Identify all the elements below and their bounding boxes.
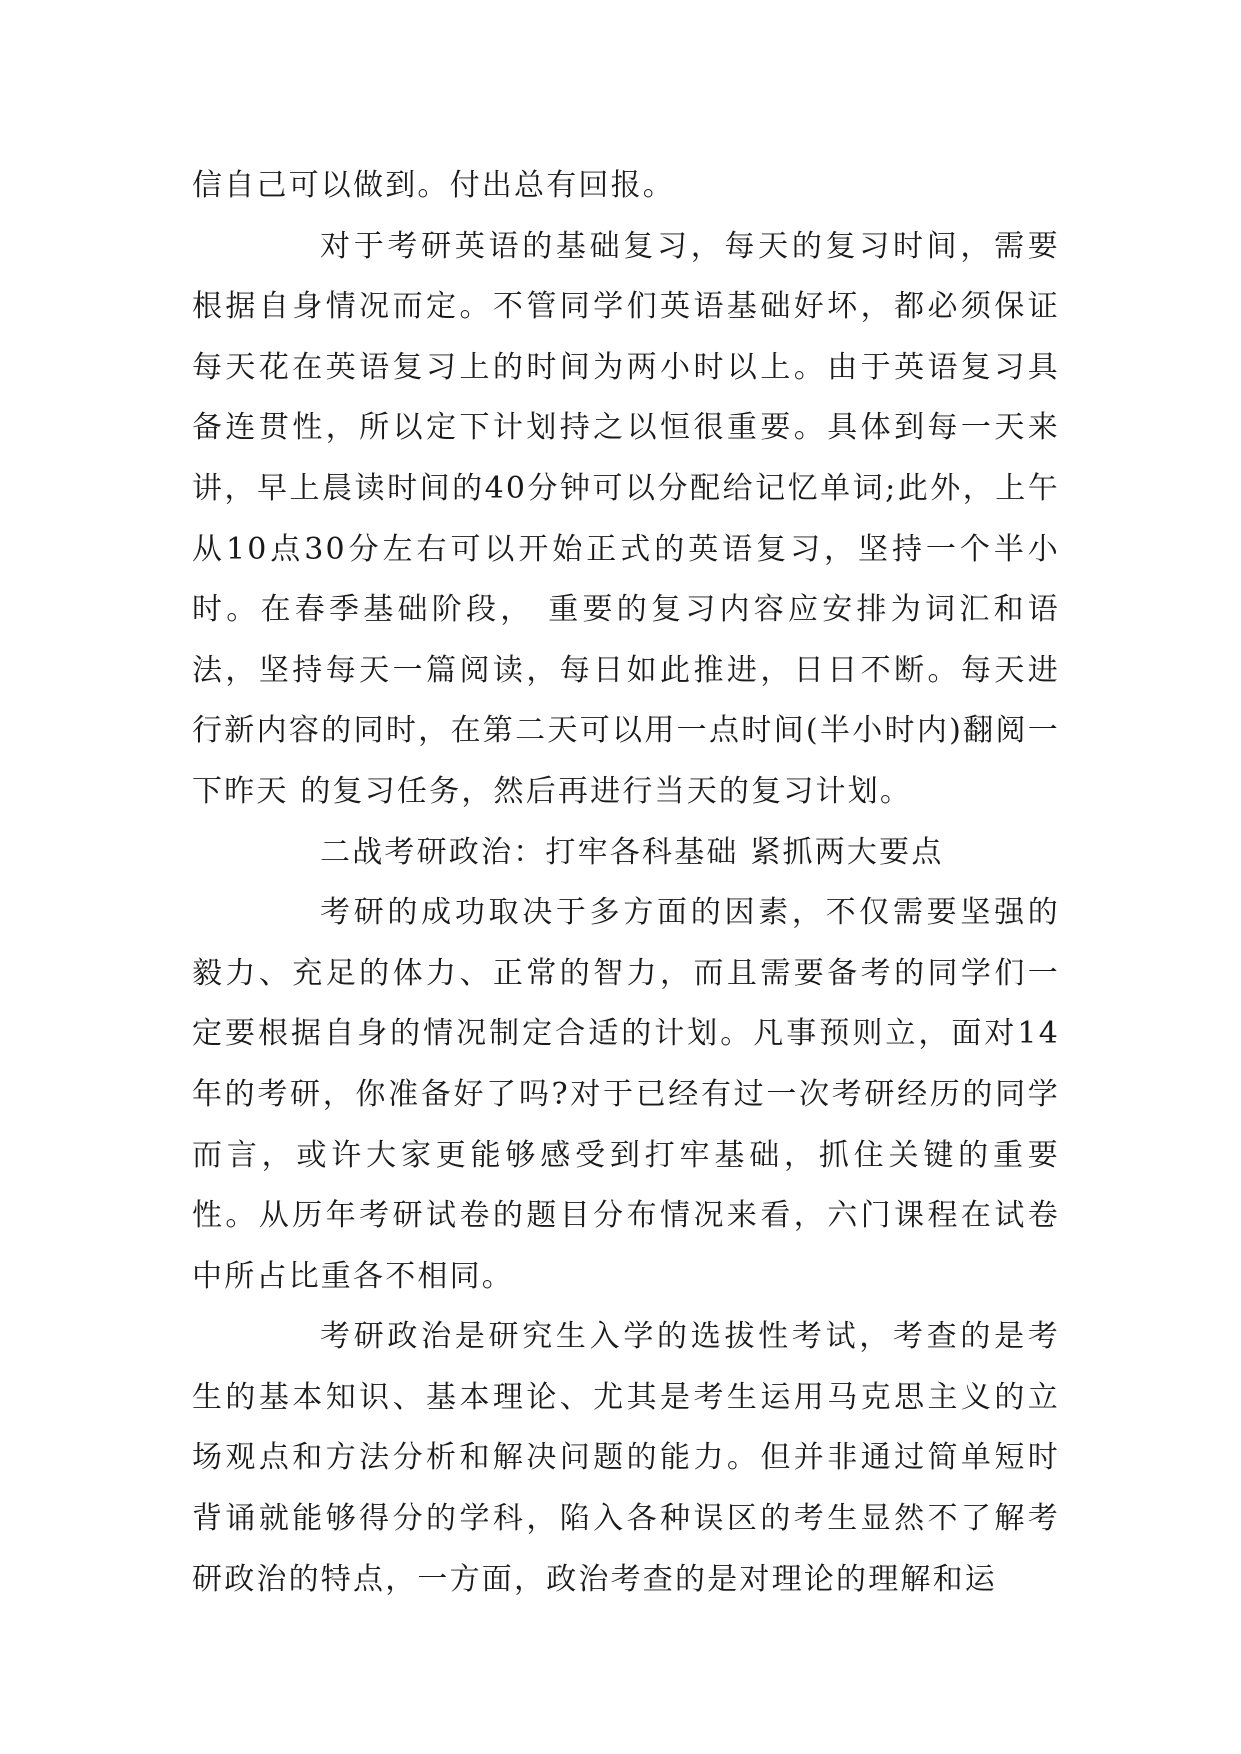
paragraph-exam-success: 考研的成功取决于多方面的因素，不仅需要坚强的毅力、充足的体力、正常的智力，而且需要备考的同学们一定要根据自身的情况制定合适的计划。凡事预则立，面对14年的考研，你准备好了吗?对于已经有过一次考研经历的同学而言，或许大家更能够感受到打牢基础，抓住关键的重要性。从历年考研试卷的题目分布情况来看，六门课程在试卷中所占比重各不相同。 xyxy=(192,895,1060,1294)
section-heading-politics: 二战考研政治：打牢各科基础 紧抓两大要点 xyxy=(320,834,944,870)
document-body xyxy=(192,156,1060,1610)
paragraph-english-review: 对于考研英语的基础复习，每天的复习时间，需要根据自身情况而定。不管同学们英语基础好坏，都必须保证每天花在英语复习上的时间为两小时以上。由于英语复习具备连贯性，所以定下计划持之以恒很重要。具体到每一天来讲，早上晨读时间的40分钟可以分配给记忆单词;此外，上午从10点30分左右可以开始正式的英语复习，坚持一个半小时。在春季基础阶段， 重要的复习内容应安排为词汇和语法，坚持每天一篇阅读，每日如此推进，日日不断。每天进行新内容的同时，在第二天可以用一点时间(半小时内)翻阅一下昨天 的复习任务，然后再进行当天的复习计划。 xyxy=(192,228,1060,809)
paragraph-politics-exam: 考研政治是研究生入学的选拔性考试，考查的是考生的基本知识、基本理论、尤其是考生运用马克思主义的立场观点和方法分析和解决问题的能力。但并非通过简单短时背诵就能够得分的学科，陷入各种误区的考生显然不了解考研政治的特点，一方面，政治考查的是对理论的理解和运 xyxy=(192,1319,1060,1597)
paragraph-continuation: 信自己可以做到。付出总有回报。 xyxy=(192,168,675,203)
